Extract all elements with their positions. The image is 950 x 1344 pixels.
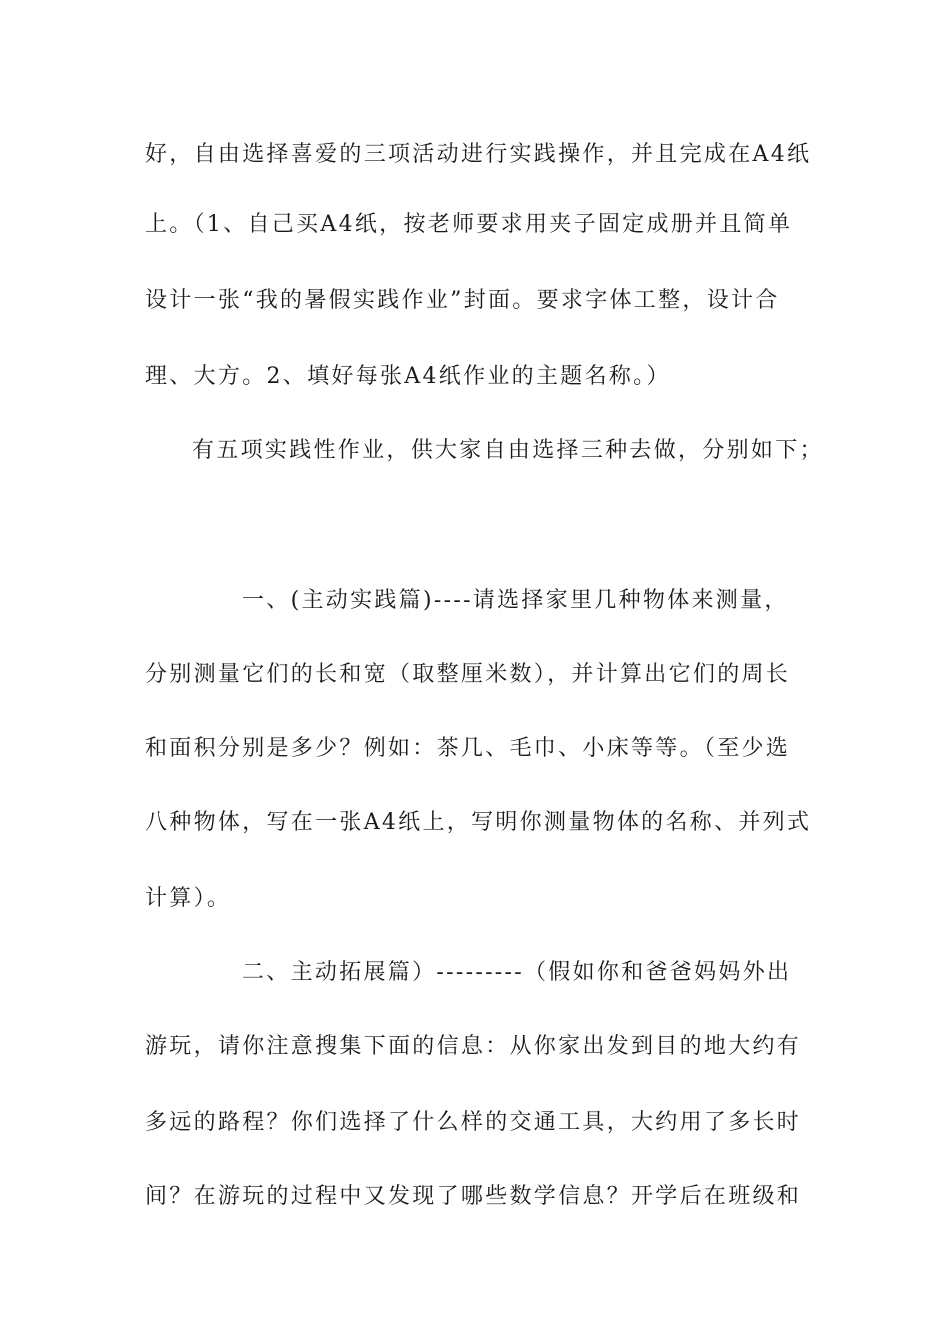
- text-line: 游玩，请你注意搜集下面的信息：从你家出发到目的地大约有: [145, 1034, 802, 1059]
- section-heading-line: 二、主动拓展篇）---------（假如你和爸爸妈妈外出: [242, 960, 792, 985]
- text-line: 设计一张“我的暑假实践作业”封面。要求字体工整，设计合: [145, 288, 780, 313]
- text-line: 上。（1、自己买A4纸，按老师要求用夹子固定成册并且简单: [145, 212, 793, 237]
- text-line: 分别测量它们的长和宽（取整厘米数），并计算出它们的周长: [145, 662, 791, 687]
- text-line: 好，自由选择喜爱的三项活动进行实践操作，并且完成在A4纸: [145, 142, 812, 167]
- text-line: 理、大方。2、填好每张A4纸作业的主题名称。）: [145, 364, 671, 389]
- text-line: 计算）。: [145, 886, 232, 911]
- section-heading-line: 一、(主动实践篇)----请选择家里几种物体来测量，: [242, 588, 789, 613]
- text-line: 间？在游玩的过程中又发现了哪些数学信息？开学后在班级和: [145, 1184, 802, 1209]
- text-line: 和面积分别是多少？例如：茶几、毛巾、小床等等。（至少选: [145, 736, 791, 761]
- paragraph-line: 有五项实践性作业，供大家自由选择三种去做，分别如下；: [192, 438, 824, 463]
- text-line: 八种物体，写在一张A4纸上，写明你测量物体的名称、并列式: [145, 810, 812, 835]
- text-line: 多远的路程？你们选择了什么样的交通工具，大约用了多长时: [145, 1110, 802, 1135]
